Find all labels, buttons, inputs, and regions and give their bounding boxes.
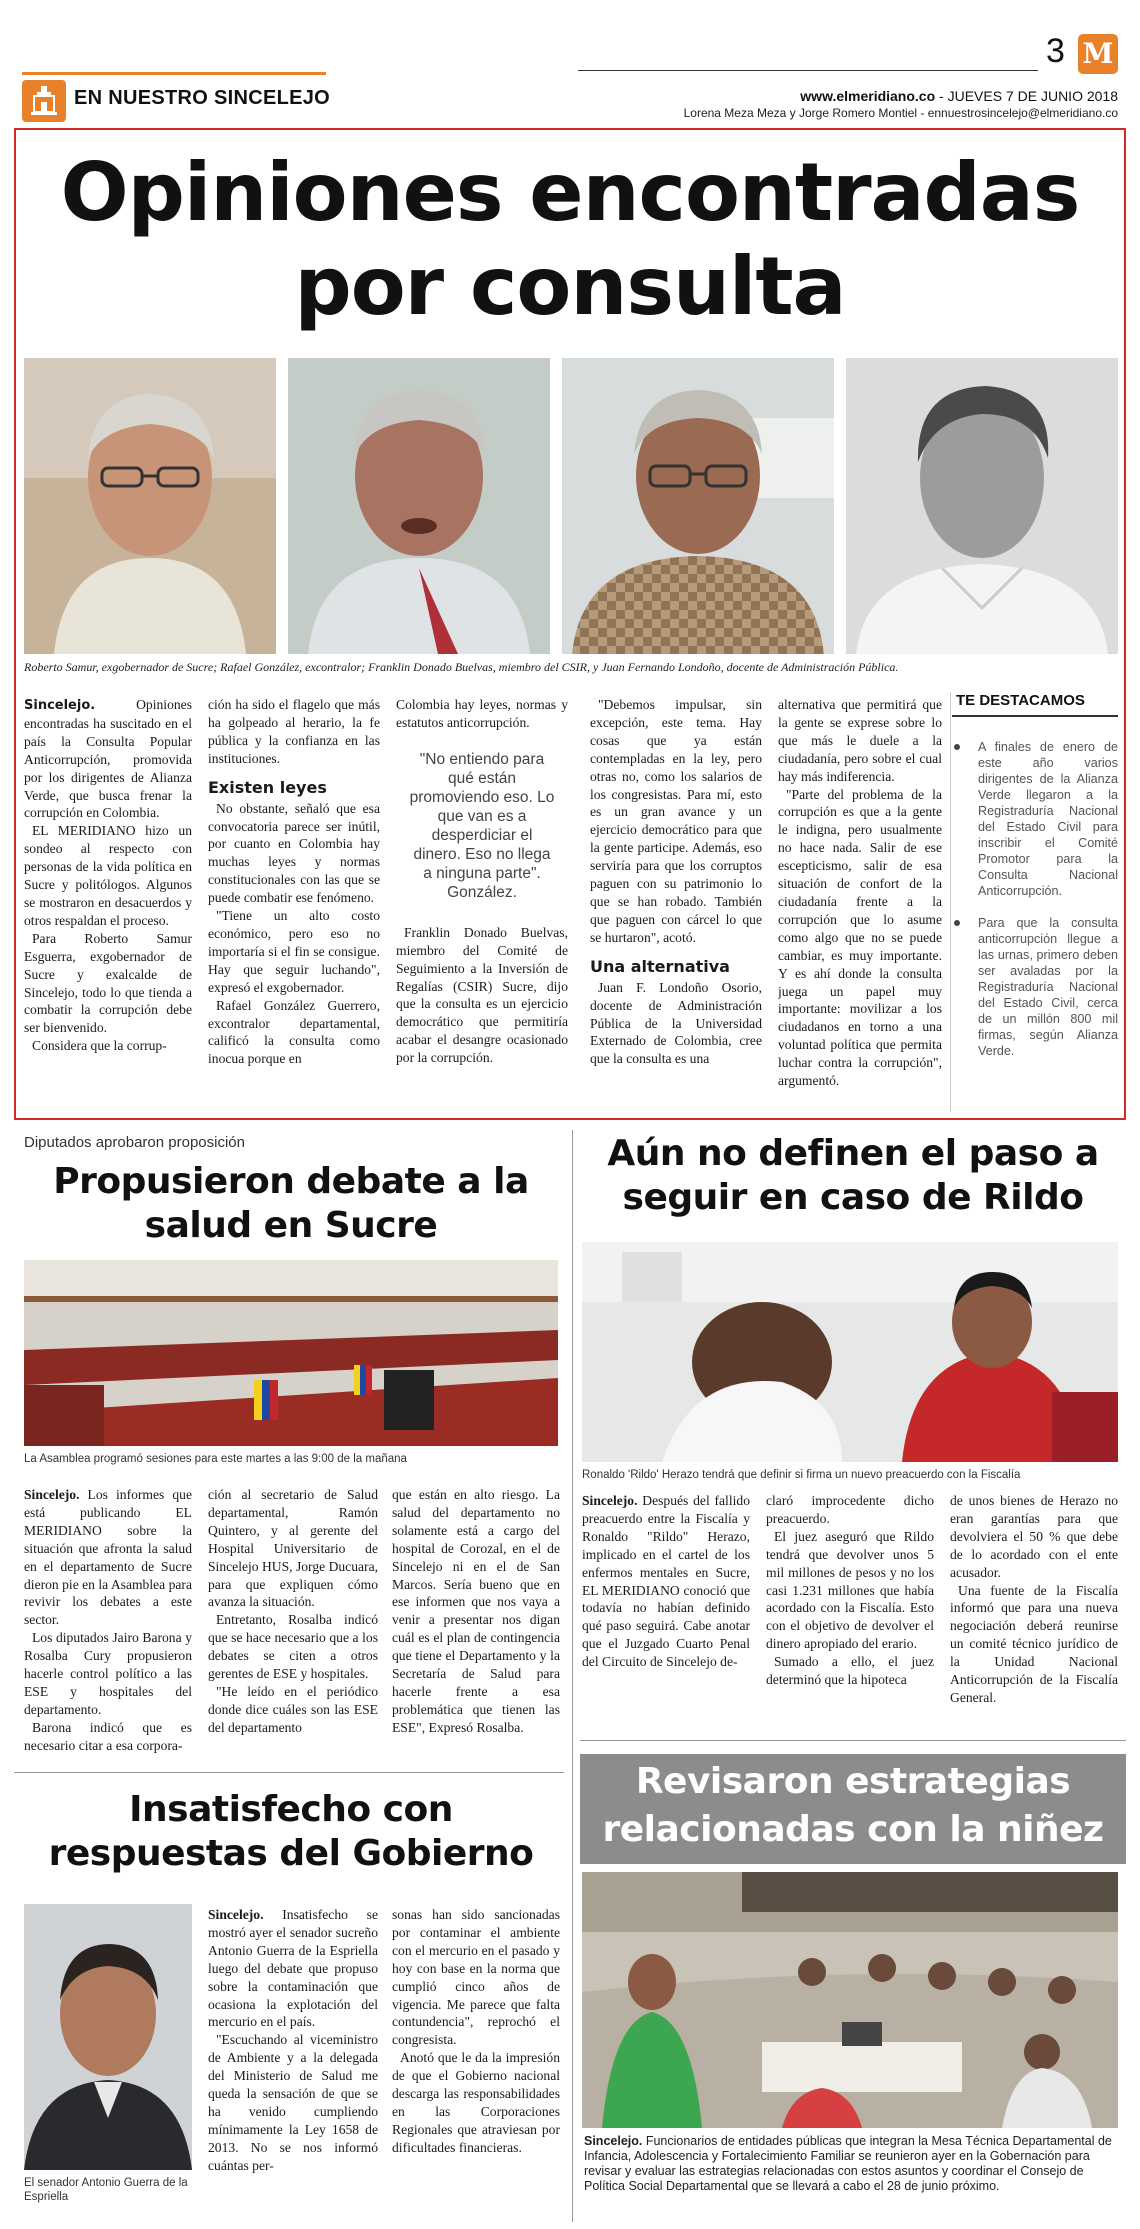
sidebar-divider (950, 692, 951, 1112)
main-col2-p4: Rafael González Guerrero, excontralor departamental, calificó la consulta como inocua porque en (208, 997, 380, 1067)
page-header (0, 0, 1140, 128)
main-headline-line2: por consulta (294, 240, 846, 333)
main-col-1 (24, 696, 192, 1114)
rildo-col2-p2: El juez aseguró que Rildo tendrá que devolver unos 5 mil millones de pesos y no los casi 1.231 millones que había acordado con la Fiscalía. Esto con el objetivo de devolver el dinero apropiado del erario. (766, 1528, 934, 1652)
main-col1-p3: Para Roberto Samur Esguerra, exgobernador de Sucre y exalcalde de Sincelejo, todo lo que tienda a combatir la corrupción debe ser bienvenido. (24, 930, 192, 1036)
pull-quote: "No entiendo para qué están promoviendo eso. Lo que van es a desperdiciar el dinero. Eso no llega a ninguna parte". González. (409, 750, 555, 901)
dateline-ninez: Sincelejo. (584, 2134, 643, 2148)
headline-ninez-line1: Revisaron estrategias (635, 1761, 1071, 1802)
rildo-col3-p2: Una fuente de la Fiscalía informó que para una nueva negociación deberá reunirse un comité técnico jurídico de la Unidad Nacional Anticorrupción de la Fiscalía General. (950, 1582, 1118, 1705)
kicker-salud: Diputados aprobaron proposición (24, 1134, 245, 1151)
dateline: Sincelejo. (24, 698, 96, 713)
headline-rildo-line2: seguir en caso de Rildo (622, 1177, 1084, 1218)
main-col-5 (778, 696, 942, 1114)
rildo-col-1 (582, 1492, 750, 1732)
sidebar-title: TE DESTACAMOS (952, 692, 1118, 717)
masthead-line (600, 88, 1118, 104)
main-col-4 (590, 696, 762, 1114)
rildo-col1-p1: Después del fallido preacuerdo entre la Fiscalía y Ronaldo "Rildo" Herazo, implicado en el cartel de los enfermos mentales en Sucre, EL MERIDIANO conoció que todavía no habían definido qué paso seguirá. Cabe anotar que el Juzgado Cuarto Penal del Circuito de Sincelejo de- (582, 1493, 750, 1670)
salud-col3-p1: que están en alto riesgo. La salud del departamento no solamente está a cargo del hospital de Corozal, en el de Sincelejo ni en el de San Marcos. Sería bueno que en ese informen que nos vaya a venir a presentar nos digan cuál es el plan de contingencia que tiene el Departamento y la Secretaría de Salud para hacerle frente a esa problemática que tienen las ESE", Expresó Rosalba. (392, 1487, 560, 1735)
main-col2-p3: "Tiene un alto costo económico, pero eso no importaría si el fin se consigue. Hay que seguir luchando", expresó el exgobernador. (208, 908, 380, 995)
logo-badge: M (1078, 34, 1118, 74)
caption-rildo: Ronaldo 'Rildo' Herazo tendrá que definir si firma un nuevo preacuerdo con la Fiscalía (582, 1469, 1021, 1481)
main-col5-p2: "Parte del problema de la corrupción es que a la gente le indigna, pero usualmente no hace nada. Salir de ese escepticismo, salir de esa situación de confort de la ciudadanía frente a la corrupción que lo asume como algo que no se puede cambiar, es muy importante. Y es ahí donde la consulta juega un papel muy importante: movilizar a los ciudadanos en torno a una voluntad política que permita luchar contra la corrupción", argumentó. (778, 786, 942, 1089)
headline-gobierno-line1: Insatisfecho con (129, 1789, 453, 1830)
photo-franklin-donado (562, 358, 834, 654)
edition-date: - JUEVES 7 DE JUNIO 2018 (935, 88, 1118, 104)
headline-rildo-line1: Aún no definen el paso a (607, 1133, 1099, 1174)
salud-col2-p3: "He leído en el periódico donde dice cuáles son las ESE del departamento (208, 1683, 378, 1735)
section-icon (22, 80, 66, 122)
photo-antonio-guerra (24, 1904, 192, 2170)
divider-rildo-ninez (580, 1740, 1126, 1741)
page-number: 3 (1046, 32, 1065, 70)
headline-gobierno-line2: respuestas del Gobierno (48, 1833, 534, 1874)
salud-col2-p2: Entretanto, Rosalba indicó que se hace necesario que a los debates se citen a otros gerentes de ESE y hospitales. (208, 1612, 378, 1682)
main-col3-p2: Franklin Donado Buelvas, miembro del Comité de Seguimiento a la Inversión de Regalías (CSIR) Sucre, dijo que la consulta es un ejercicio democrático que permitiría acabar el desangre ocasionado por la corrupción. (396, 924, 568, 1066)
rildo-col-2 (766, 1492, 934, 1732)
sidebar-item-2: Para que la consulta anticorrupción llegue a las urnas, primero deben ser avaladas por la Registraduría Nacional del Estado Civil, cerca de un millón 800 mil firmas, según Alianza Verde. (952, 915, 1118, 1059)
photo-roberto-samur (24, 358, 276, 654)
column-divider-vertical (572, 1130, 573, 2222)
byline-line (560, 106, 1118, 120)
photo-rafael-gonzalez (288, 358, 550, 654)
main-headline-line1: Opiniones encontradas (60, 146, 1080, 239)
main-col-3 (396, 696, 568, 1114)
main-photo-caption: Roberto Samur, exgobernador de Sucre; Rafael González, excontralor; Franklin Donado Buelvas, miembro del CSIR, y Juan Fernando Londoño, docente de Administración Pública. (24, 660, 899, 674)
header-rule (578, 70, 1038, 71)
authors: Lorena Meza Meza y Jorge Romero Montiel (683, 106, 918, 120)
website[interactable]: www.elmeridiano.co (800, 88, 936, 104)
divider-salud-gobierno (14, 1772, 564, 1773)
salud-col-1 (24, 1486, 192, 1766)
main-col2-p2: No obstante, señaló que esa convocatoria parece ser inútil, por cuanto en Colombia hay muchas leyes y normas constitucionales con las que se puede combatir ese fenómeno. (208, 800, 380, 906)
rildo-col2-p1: claró improcedente dicho preacuerdo. (766, 1493, 934, 1526)
caption-ninez-text: Funcionarios de entidades públicas que integran la Mesa Técnica Departamental de Infancia, Adolescencia y Fortalecimiento Familiar se reunieron ayer en la Gobernación para revisar y evaluar las estrategias relacionadas con estos asuntos y coordinar el Consejo de Política Social Departamental que se llevará a cabo el 28 de junio próximo. (584, 2134, 1112, 2193)
rildo-col3-p1: de unos bienes de Herazo no eran garantías para que devolviera el 50 % que debe de lo acordado con el ente acusador. (950, 1493, 1118, 1580)
salud-col1-p3: Barona indicó que es necesario citar a esa corpora- (24, 1719, 192, 1753)
photo-mesa-tecnica (582, 1872, 1118, 2128)
main-subhead-una-alternativa: Una alternativa (590, 956, 730, 976)
caption-gobierno: El senador Antonio Guerra de la Espriella (24, 2177, 188, 2203)
salud-col-3 (392, 1486, 560, 1766)
gobierno-col1-p2: "Escuchando al viceministro de Ambiente y a la delegada del Ministerio de Salud me queda la sensación de que se ha venido cumpliendo mínimamente la Ley 1658 de 2013. No se nos informó cuántas per- (208, 2032, 378, 2173)
gobierno-col2-p1: sonas han sido sancionadas por contaminar el ambiente con el mercurio en el pasado y hoy con base en la norma que cumplió cinco años de vigencia. Me parece que falta contundencia", reprochó el congresista. (392, 1907, 560, 2048)
main-subhead-existen-leyes: Existen leyes (208, 777, 327, 797)
section-tab-bar (22, 72, 326, 75)
main-col4-p1: "Debemos impulsar, sin excepción, este tema. Hay cosas que ya están contempladas en la ley, pero otras no, como los salarios de los congresistas. Para mí, esto es un gran avance y un ejercicio democrático para que la gente participe. Además, eso serviría para que los corruptos paguen con su patrimonio lo que se han robado. También que paguen con cárcel lo que se hurtaron", acotó. (590, 697, 762, 945)
main-col1-p2: EL MERIDIANO hizo un sondeo al respecto con personas de la vida política en Sucre y politólogos. Algunos se mostraron en desacuerdos y otros respaldan el proceso. (24, 823, 192, 928)
salud-col1-p1: Los informes que está publicando EL MERIDIANO sobre la situación que afronta la salud en el departamento de Sucre dieron pie en la Asamblea para revivir los debates a este sector. (24, 1487, 192, 1628)
sidebar-item-1: A finales de enero de este año varios dirigentes de la Alianza Verde llegaron a la Registraduría Nacional del Estado Civil para inscribir el Comité Promotor para la Consulta Nacional Anticorrupción. (952, 739, 1118, 899)
salud-col1-p2: Los diputados Jairo Barona y Rosalba Cury propusieron hacerle control político a las ESE y hospitales del departamento. (24, 1630, 192, 1717)
headline-salud-line2: salud en Sucre (144, 1205, 438, 1246)
dateline-rildo: Sincelejo. (582, 1493, 638, 1508)
dateline-salud: Sincelejo. (24, 1487, 80, 1502)
section-label: EN NUESTRO SINCELEJO (74, 87, 331, 109)
photo-rildo-herazo (582, 1242, 1118, 1462)
main-col4-p2: Juan F. Londoño Osorio, docente de Administración Pública de la Universidad Externado de Colombia, cree que la consulta es una (590, 979, 762, 1067)
rildo-col2-p3: Sumado a ello, el juez determinó que la hipoteca (766, 1654, 934, 1688)
photo-asamblea (24, 1260, 558, 1446)
main-col5-p1: alternativa que permitirá que la gente se exprese sobre lo que más le duele a la ciudadanía, pero sobre el cual hay más indiferencia. (778, 697, 942, 784)
salud-col-2 (208, 1486, 378, 1766)
main-col1-p4: Considera que la corrup- (32, 1038, 167, 1054)
rildo-col-3 (950, 1492, 1118, 1732)
photo-juan-fernando-londono (846, 358, 1118, 654)
main-col3-p1: Colombia hay leyes, normas y estatutos anticorrupción. (396, 697, 568, 730)
main-col2-p1: ción ha sido el flagelo que más ha golpeado al herario, la fe pública y la confianza en las instituciones. (208, 697, 380, 766)
main-col-2 (208, 696, 380, 1114)
email[interactable]: - ennuestrosincelejo@elmeridiano.co (917, 106, 1118, 120)
main-col1-p1: Opiniones encontradas ha suscitado en el país la Consulta Popular Anticorrupción, promovida por los dirigentes de Alianza Verde, que busca frenar la corrupción en Colombia. (24, 697, 192, 821)
headline-ninez-line2: relacionadas con la niñez (602, 1809, 1104, 1850)
caption-ninez (584, 2134, 1118, 2222)
caption-salud: La Asamblea programó sesiones para este martes a las 9:00 de la mañana (24, 1453, 407, 1465)
gobierno-col2-p2: Anotó que le da la impresión de que el Gobierno nacional descarga las responsabilidades en las Corporaciones Regionales que atraviesan por dificultades financieras. (392, 2050, 560, 2155)
salud-col2-p1: ción al secretario de Salud departamental, Ramón Quintero, y al gerente del Hospital Universitario de Sincelejo HUS, Jorge Ducuara, para que expliquen cómo avanza la situación. (208, 1487, 378, 1610)
dateline-gobierno: Sincelejo. (208, 1907, 264, 1922)
gobierno-col1-p1: Insatisfecho se mostró ayer el senador sucreño Antonio Guerra de la Espriella luego del debate que propuso sobre la contaminación que ocasiona la explotación del mercurio en el país. (208, 1907, 378, 2030)
sidebar-te-destacamos (952, 692, 1118, 1112)
gobierno-col-1 (208, 1906, 378, 2218)
headline-salud-line1: Propusieron debate a la (53, 1161, 529, 1202)
gobierno-col-2 (392, 1906, 560, 2218)
